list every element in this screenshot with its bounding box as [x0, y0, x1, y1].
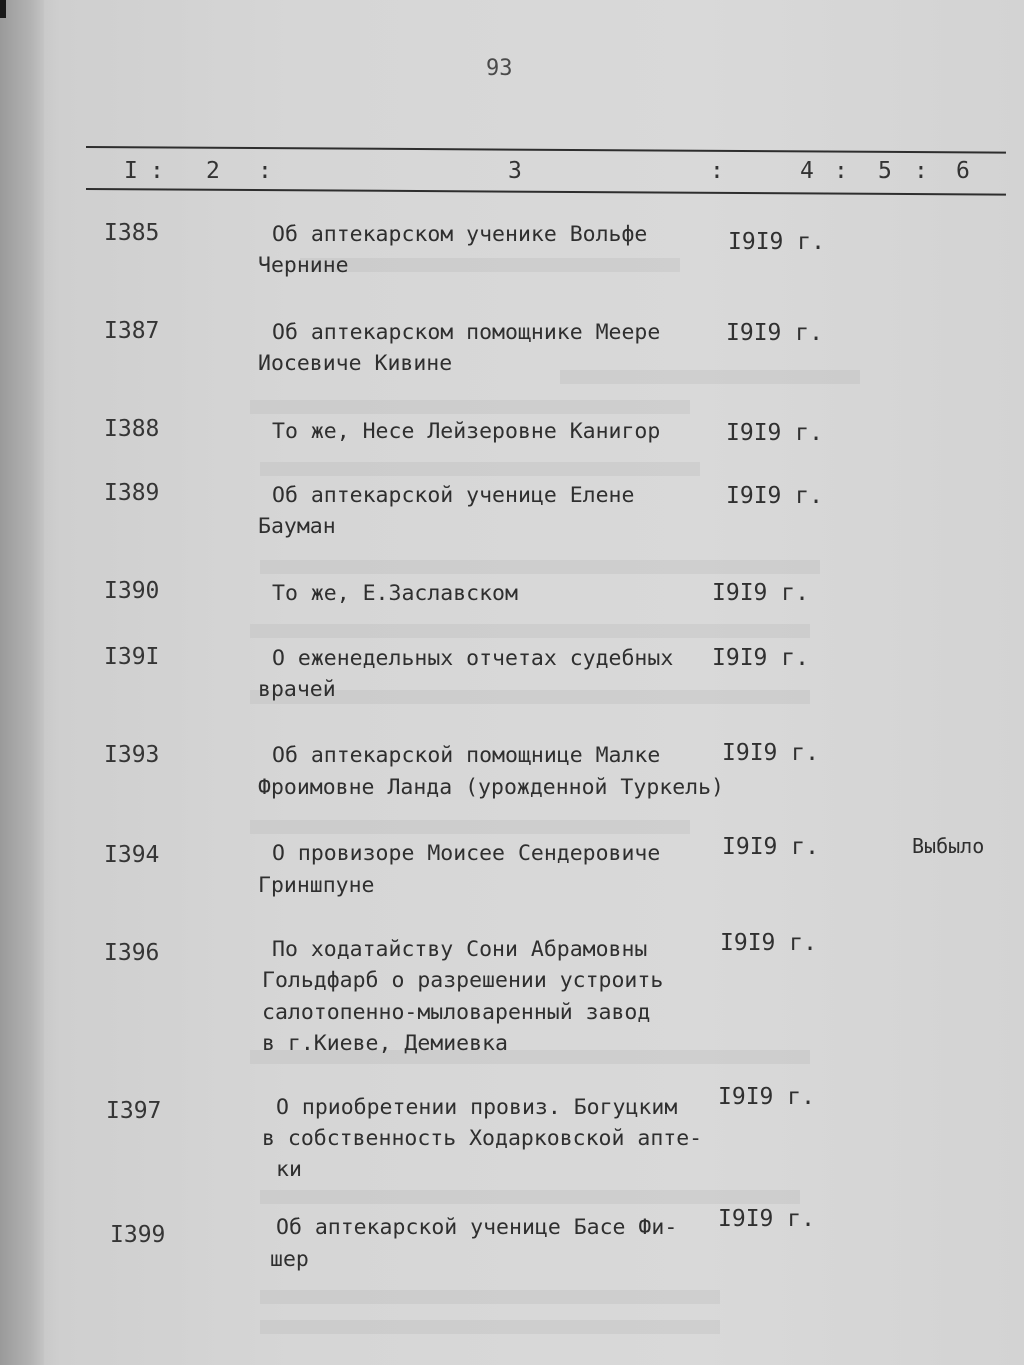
file-title-line: Об аптекарском помощнике Меере [272, 320, 661, 345]
file-date: I9I9 г. [722, 834, 819, 860]
file-title-line: То же, Е.Заславском [272, 581, 518, 606]
bleed-through [250, 400, 690, 414]
file-date: I9I9 г. [712, 645, 809, 671]
file-number: I399 [110, 1222, 166, 1248]
file-date: I9I9 г. [726, 420, 823, 446]
file-number: I390 [104, 578, 160, 604]
bleed-through [250, 624, 810, 638]
file-number: I397 [106, 1098, 162, 1124]
header-separator: : [834, 158, 848, 184]
page-binding-shadow [0, 0, 44, 1365]
file-title-line: Фроимовне Ланда (урожденной Туркель) [258, 775, 724, 800]
file-title-line: врачей [258, 677, 336, 702]
bleed-through [260, 462, 700, 476]
file-title-line: Чернине [258, 253, 349, 278]
header-col-5: 5 [878, 158, 892, 184]
table-header-rule-top [86, 146, 1006, 154]
edge-mark [0, 0, 6, 18]
file-title-line: По ходатайству Сони Абрамовны [272, 937, 648, 962]
bleed-through [260, 1320, 720, 1334]
file-title-line: Гриншпуне [258, 873, 375, 898]
file-title-line: Гольдфарб о разрешении устроить [262, 968, 664, 993]
header-col-2: 2 [206, 158, 220, 184]
file-title-line: в собственность Ходарковской апте- [262, 1126, 703, 1151]
header-separator: : [914, 158, 928, 184]
file-date: I9I9 г. [712, 580, 809, 606]
file-title-line: Об аптекарской помощнице Малке [272, 743, 661, 768]
bleed-through [260, 1290, 720, 1304]
file-title-line: шер [270, 1247, 309, 1272]
table-header-rule-bottom [86, 188, 1006, 196]
file-number: I387 [104, 318, 160, 344]
file-number: I39I [104, 644, 160, 670]
bleed-through [300, 258, 680, 272]
file-number: I385 [104, 220, 160, 246]
file-title-line: Бауман [258, 514, 336, 539]
file-title-line: салотопенно-мыловаренный завод [262, 1000, 651, 1025]
header-col-3: 3 [508, 158, 522, 184]
file-title-line: ки [276, 1157, 302, 1182]
bleed-through [260, 560, 820, 574]
file-date: I9I9 г. [718, 1084, 815, 1110]
file-number: I389 [104, 480, 160, 506]
file-number: I394 [104, 842, 160, 868]
file-date: I9I9 г. [720, 930, 817, 956]
file-date: I9I9 г. [726, 320, 823, 346]
bleed-through [250, 820, 690, 834]
file-title-line: О еженедельных отчетах судебных [272, 646, 674, 671]
file-number: I396 [104, 940, 160, 966]
file-date: I9I9 г. [726, 483, 823, 509]
file-date: I9I9 г. [718, 1206, 815, 1232]
file-title-line: То же, Несе Лейзеровне Канигор [272, 419, 661, 444]
file-note: Выбыло [912, 834, 985, 858]
file-title-line: О провизоре Моисее Сендеровиче [272, 841, 661, 866]
file-date: I9I9 г. [722, 740, 819, 766]
header-col-6: 6 [956, 158, 970, 184]
file-number: I393 [104, 742, 160, 768]
file-title-line: Иосевиче Кивине [258, 351, 453, 376]
file-number: I388 [104, 416, 160, 442]
header-separator: : [150, 158, 164, 184]
file-date: I9I9 г. [728, 229, 825, 255]
file-title-line: Об аптекарском ученике Вольфе [272, 222, 648, 247]
bleed-through [560, 370, 860, 384]
file-title-line: в г.Киеве, Демиевка [262, 1031, 508, 1056]
header-separator: : [258, 158, 272, 184]
file-title-line: О приобретении провиз. Богуцким [276, 1095, 678, 1120]
file-title-line: Об аптекарской ученице Елене [272, 483, 635, 508]
header-separator: : [710, 158, 724, 184]
page-number: 93 [486, 56, 513, 81]
header-col-1: I [124, 158, 138, 184]
file-title-line: Об аптекарской ученице Басе Фи- [276, 1215, 678, 1240]
header-col-4: 4 [800, 158, 814, 184]
bleed-through [260, 1190, 800, 1204]
